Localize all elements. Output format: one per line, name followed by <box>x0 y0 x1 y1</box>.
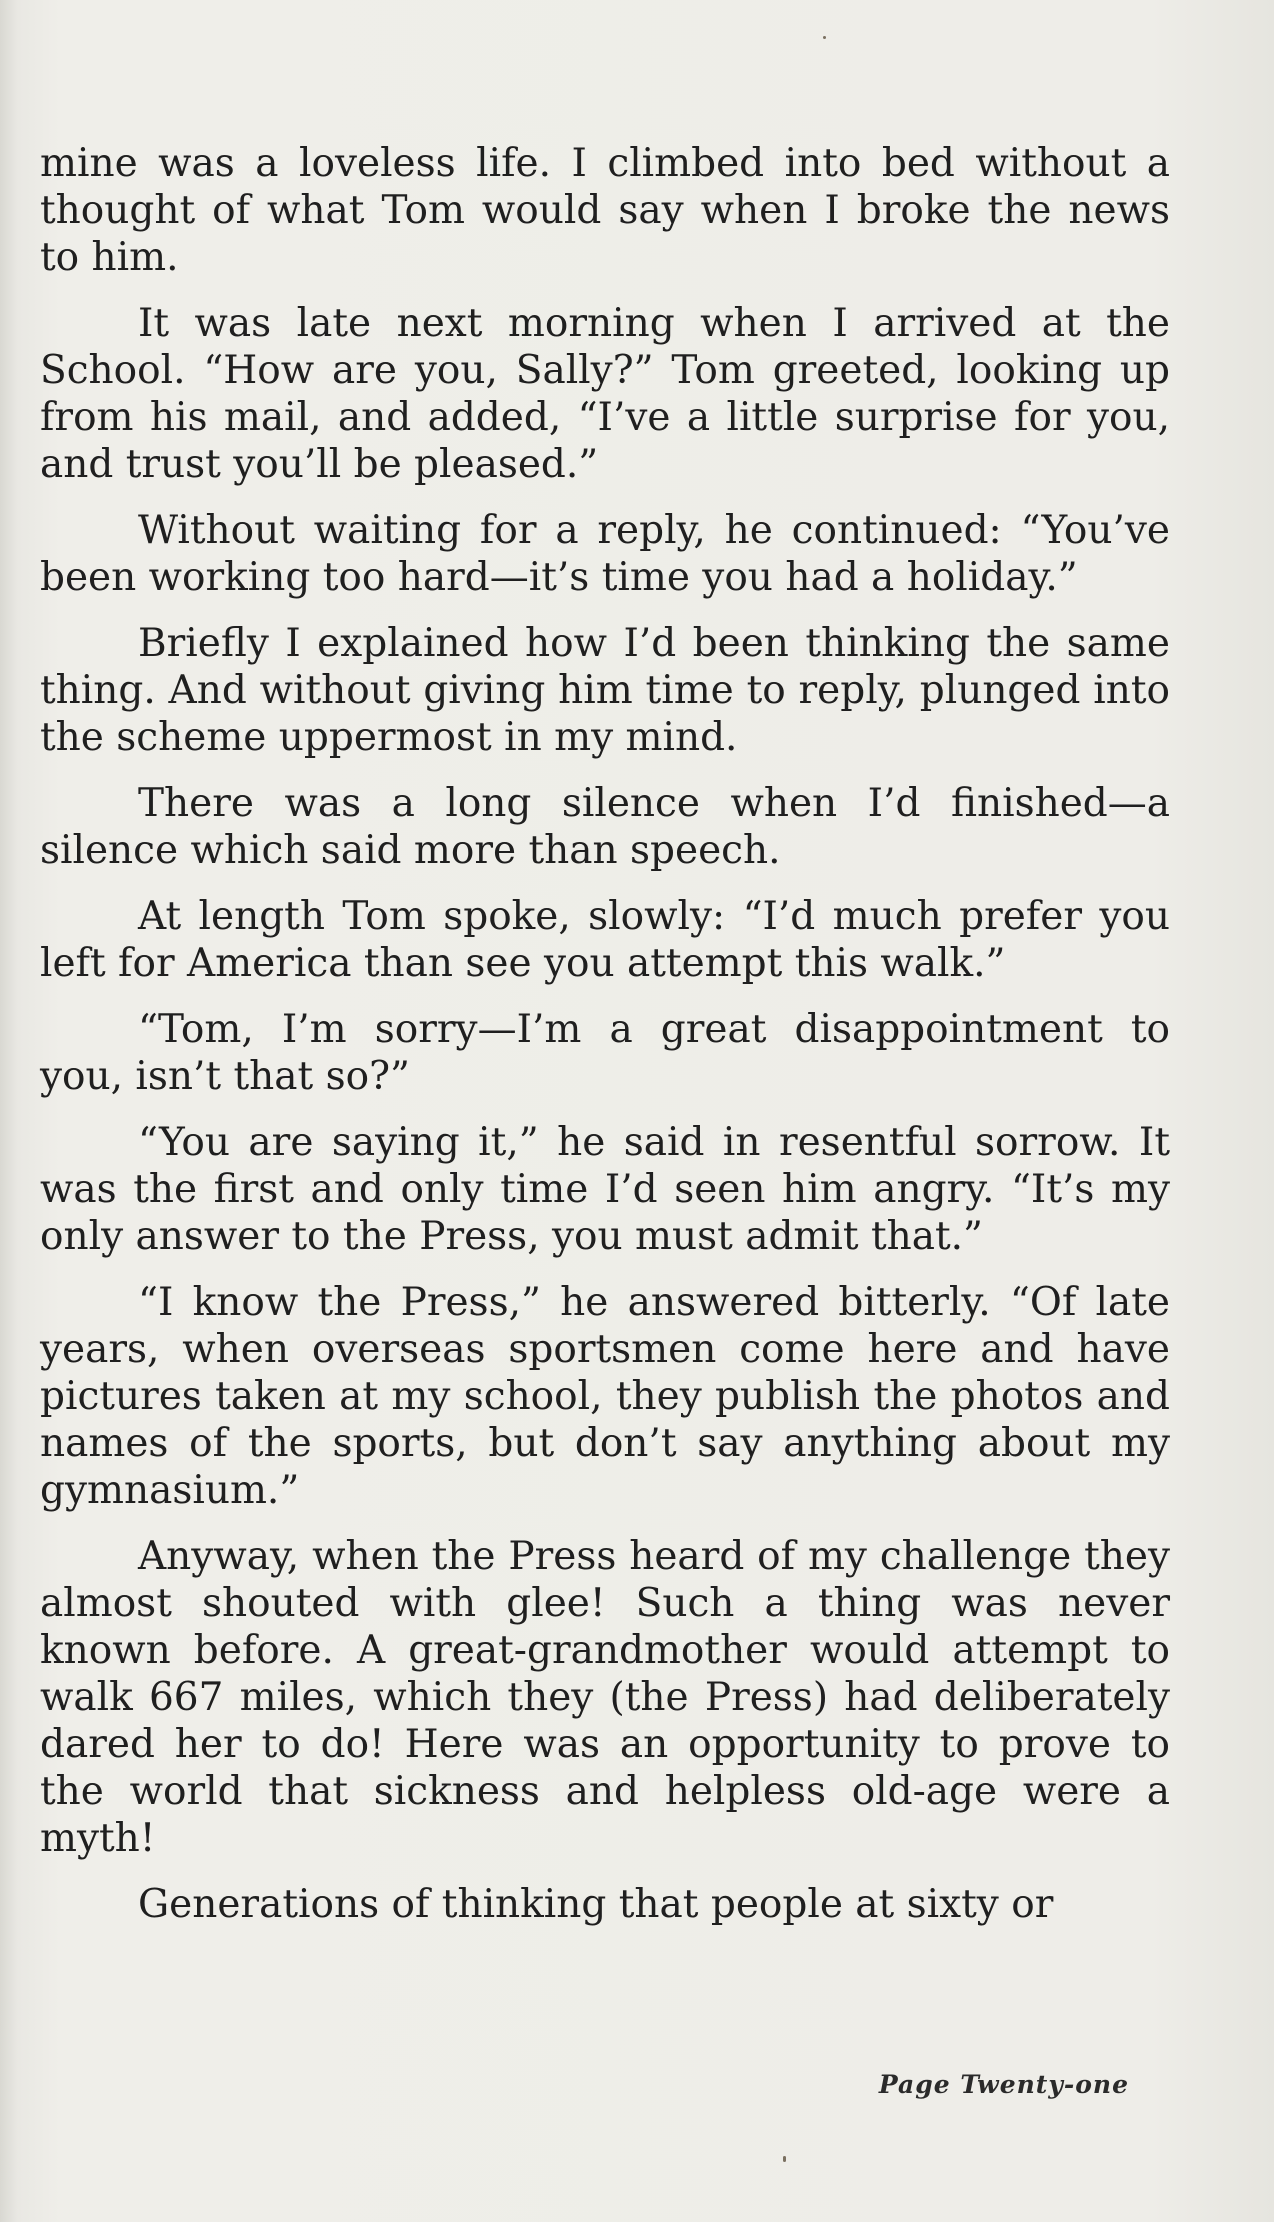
paragraph: “You are saying it,” he said in resentful sorrow. It was the first and only time I’d seen him angry. “It’s my only answer to the Press, you must admit that.” <box>40 1120 1170 1259</box>
paragraph: “I know the Press,” he answered bitterly. “Of late years, when overseas sportsmen come here and have pictures taken at my school, they publish the photos and names of the sports, but don’t say anything about my gymnasium.” <box>40 1280 1170 1513</box>
paper-speck <box>783 2156 786 2162</box>
body-text <box>40 140 1170 1947</box>
paragraph: Briefly I explained how I’d been thinking the same thing. And without giving him time to reply, plunged into the scheme uppermost in my mind. <box>40 621 1170 760</box>
paper-speck <box>823 36 826 39</box>
paragraph: Without waiting for a reply, he continued: “You’ve been working too hard—it’s time you had a holiday.” <box>40 508 1170 600</box>
paragraph: There was a long silence when I’d finished—a silence which said more than speech. <box>40 781 1170 873</box>
paragraph: mine was a loveless life. I climbed into bed without a thought of what Tom would say when I broke the news to him. <box>40 141 1170 280</box>
paragraph: It was late next morning when I arrived at the School. “How are you, Sally?” Tom greeted, looking up from his mail, and added, “I’ve a little surprise for you, and trust you’ll be pleased.” <box>40 301 1170 487</box>
page-number: Page Twenty-one <box>878 2070 1129 2099</box>
paragraph: Generations of thinking that people at sixty or <box>138 1882 1054 1927</box>
paragraph: “Tom, I’m sorry—I’m a great disappointment to you, isn’t that so?” <box>40 1007 1170 1099</box>
paragraph: At length Tom spoke, slowly: “I’d much prefer you left for America than see you attempt this walk.” <box>40 894 1170 986</box>
paragraph: Anyway, when the Press heard of my challenge they almost shouted with glee! Such a thing was never known before. A great-grandmother would attempt to walk 667 miles, which they (the Press) had deliberately dared her to do! Here was an opportunity to prove to the world that sickness and helpless old-age were a myth! <box>40 1534 1170 1861</box>
